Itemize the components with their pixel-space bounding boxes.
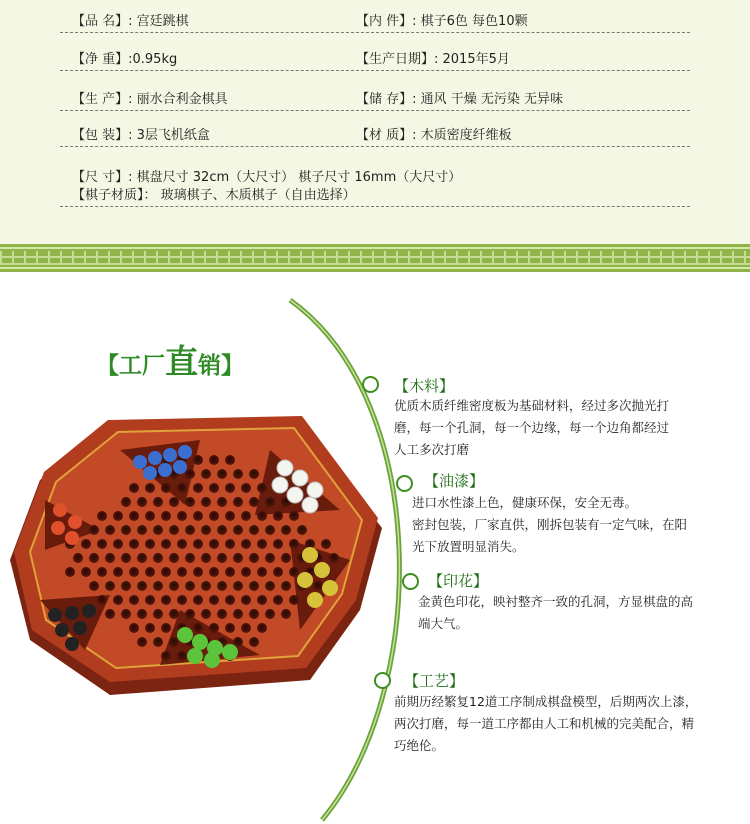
- bullet-wood: [362, 376, 379, 393]
- spec-piece-material: 【棋子材质】： 玻璃棋子、木质棋子（自由选择）: [72, 188, 356, 203]
- title-big: 直: [165, 342, 198, 381]
- section-craft-body: 前期历经繁复12道工序制成棋盘模型，后期两次上漆， 两次打磨，每一道工序都由人工和机械的完美配合，精 巧绝伦。: [394, 694, 698, 753]
- bullet-paint: [396, 475, 413, 492]
- spec-packing: 【包 装】: 3层飞机纸盒: [72, 128, 210, 143]
- spec-contents: 【内 件】: 棋子6色 每色10颗: [356, 14, 528, 29]
- spec-date: 【生产日期】: 2015年5月: [356, 52, 510, 67]
- spec-material: 【材 质】: 木质密度纤维板: [356, 128, 512, 143]
- section-craft-title: 【工艺】: [404, 672, 465, 690]
- section-wood-title: 【木料】: [394, 377, 455, 395]
- section-wood-body: 优质木质纤维密度板为基础材料，经过多次抛光打 磨，每一个孔洞，每一个边缘，每一个边角都经过 人工多次打磨: [394, 398, 670, 457]
- spec-size: 【尺 寸】: 棋盘尺寸 32cm（大尺寸） 棋子尺寸 16mm（大尺寸）: [72, 170, 462, 185]
- spec-storage: 【储 存】: 通风 干燥 无污染 无异味: [356, 92, 564, 107]
- spec-weight: 【净 重】:0.95kg: [72, 52, 178, 67]
- section-paint-body: 进口水性漆上色，健康环保，安全无毒。 密封包装，厂家直供，刚拆包装有一定气味，在阳 光下放置明显消失。: [412, 495, 688, 554]
- title-right: 销】: [198, 353, 244, 379]
- section-paint-title: 【油漆】: [424, 472, 485, 490]
- section-print-body: 金黄色印花，映衬整齐一致的孔洞，方显棋盘的高 端大气。: [418, 594, 694, 631]
- title-left: 【工厂: [96, 353, 165, 379]
- spec-name: 【品 名】: 宫廷跳棋: [72, 14, 189, 29]
- bullet-craft: [374, 672, 391, 689]
- section-print-title: 【印花】: [428, 572, 489, 590]
- chinese-checkers-board-image: [0, 410, 400, 700]
- bullet-print: [402, 573, 419, 590]
- spec-maker: 【生 产】: 丽水合利金棋具: [72, 92, 228, 107]
